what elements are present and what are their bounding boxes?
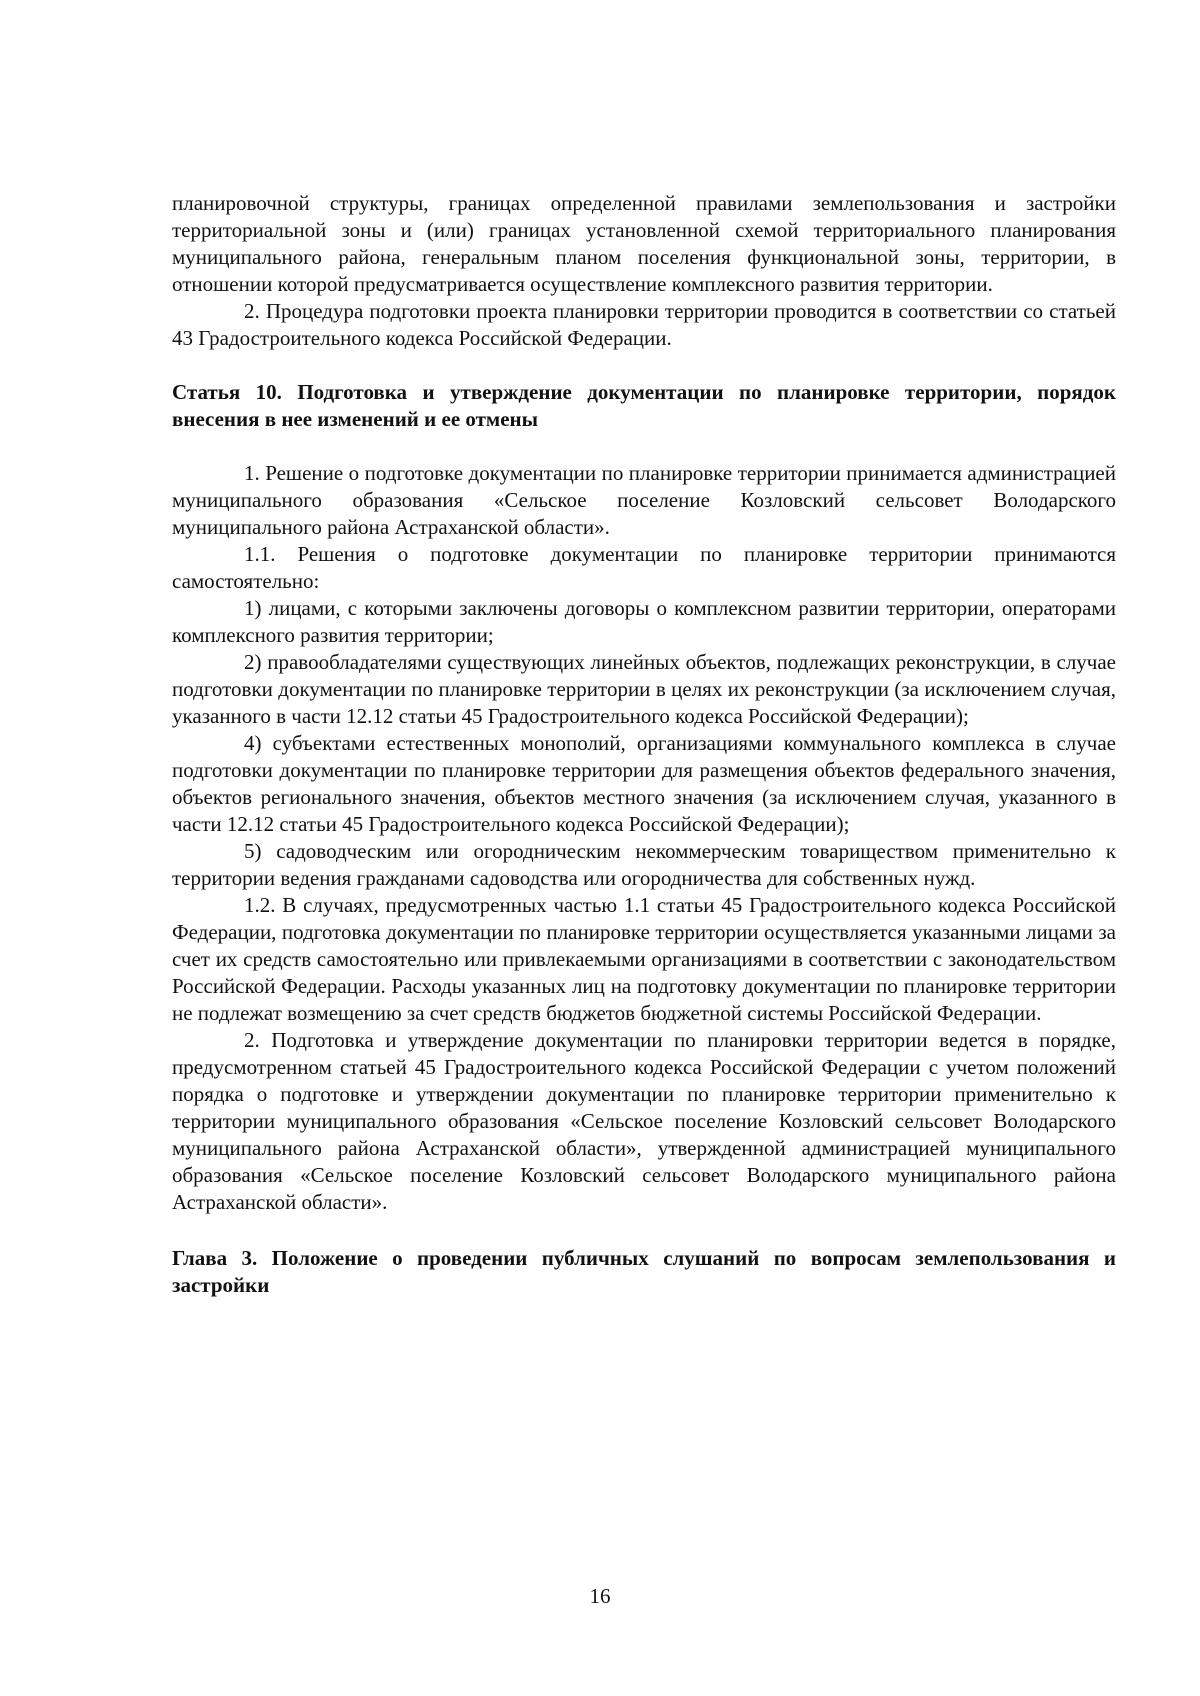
list-item-4: 4) субъектами естественных монополий, организациями коммунального комплекса в случае подготовки документации по планировке территории для размещения объектов федерального значения, объектов регионального значения, объектов местного значения (за исключением случая, указанного в части 12.12 статьи 45 Градостроительного кодекса Российской Федерации); <box>172 731 1116 836</box>
page-number: 16 <box>589 1584 611 1608</box>
paragraph-procedure: 2. Процедура подготовки проекта планировки территории проводится в соответствии со статьей 43 Градостроительного кодекса Российской Федерации. <box>172 299 1116 350</box>
list-item-1: 1) лицами, с которыми заключены договоры о комплексном развитии территории, операторами комплексного развития территории; <box>172 596 1116 647</box>
list-item-2: 2) правообладателями существующих линейных объектов, подлежащих реконструкции, в случае подготовки документации по планировке территории в целях их реконструкции (за исключением случая, указанного в части 12.12 статьи 45 Градостроительного кодекса Российской Федерации); <box>172 650 1116 728</box>
paragraph-continuation: планировочной структуры, границах определенной правилами землепользования и застройки территориальной зоны и (или) границах установленной схемой территориального планирования муниципального района, генеральным планом поселения функциональной зоны, территории, в отношении которой предусматривается осуществление комплексного развития территории. <box>172 191 1116 296</box>
list-item-5: 5) садоводческим или огородническим некоммерческим товариществом применительно к территории ведения гражданами садоводства или огородничества для собственных нужд. <box>172 839 1116 890</box>
chapter-3-heading: Глава 3. Положение о проведении публичных слушаний по вопросам землепользования и застройки <box>172 1246 1116 1297</box>
paragraph-article-1: 1. Решение о подготовке документации по планировке территории принимается администрацией муниципального образования «Сельское поселение Козловский сельсовет Володарского муниципального района Астраханской области». <box>172 461 1116 539</box>
page-content <box>172 190 1116 1299</box>
paragraph-article-1-1: 1.1. Решения о подготовке документации по планировке территории принимаются самостоятельно: <box>172 542 1116 593</box>
paragraph-article-1-2: 1.2. В случаях, предусмотренных частью 1.1 статьи 45 Градостроительного кодекса Российской Федерации, подготовка документации по планировке территории осуществляется указанными лицами за счет их средств самостоятельно или привлекаемыми организациями в соответствии с законодательством Российской Федерации. Расходы указанных лиц на подготовку документации по планировке территории не подлежат возмещению за счет средств бюджетов бюджетной системы Российской Федерации. <box>172 893 1116 1025</box>
paragraph-article-2: 2. Подготовка и утверждение документации по планировки территории ведется в порядке, предусмотренном статьей 45 Градостроительного кодекса Российской Федерации с учетом положений порядка о подготовке и утверждении документации по планировке территории применительно к территории муниципального образования «Сельское поселение Козловский сельсовет Володарского муниципального района Астраханской области», утвержденной администрацией муниципального образования «Сельское поселение Козловский сельсовет Володарского муниципального района Астраханской области». <box>172 1028 1116 1214</box>
article-10-heading: Статья 10. Подготовка и утверждение документации по планировке территории, порядок внесения в нее изменений и ее отмены <box>172 380 1116 431</box>
